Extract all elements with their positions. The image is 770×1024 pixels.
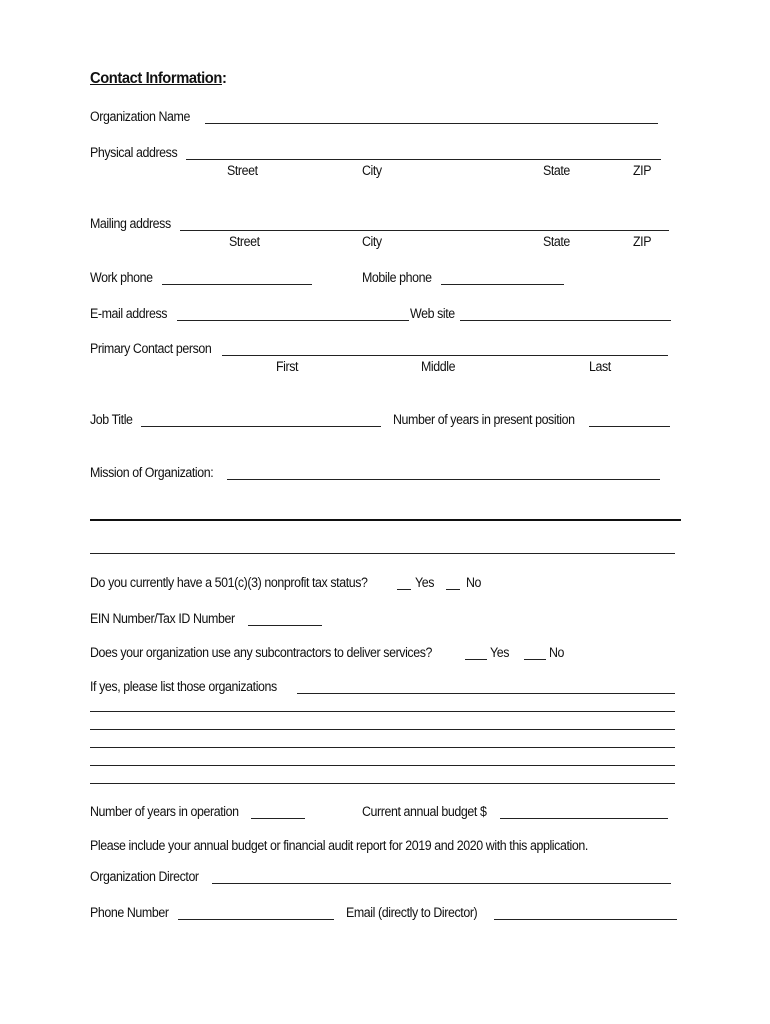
physical-city-caption: City (362, 163, 382, 178)
list-orgs-line[interactable] (90, 783, 675, 784)
mailing-address-field[interactable] (180, 230, 669, 231)
mission-label: Mission of Organization: (90, 465, 214, 480)
tax-status-no-label: No (466, 575, 482, 590)
subcontractors-no-label: No (549, 645, 565, 660)
mission-field-line-2[interactable] (90, 553, 675, 554)
physical-state-caption: State (543, 163, 570, 178)
physical-street-caption: Street (227, 163, 258, 178)
list-orgs-line[interactable] (90, 729, 675, 730)
director-label: Organization Director (90, 869, 199, 884)
mailing-state-caption: State (543, 234, 570, 249)
tax-status-yes-blank[interactable] (397, 589, 411, 590)
ein-label: EIN Number/Tax ID Number (90, 611, 235, 626)
contact-first-caption: First (276, 359, 299, 374)
physical-address-field[interactable] (186, 159, 661, 160)
email-label: E-mail address (90, 306, 168, 321)
director-email-label: Email (directly to Director) (346, 905, 478, 920)
primary-contact-field[interactable] (222, 355, 668, 356)
work-phone-field[interactable] (162, 284, 312, 285)
list-orgs-field[interactable] (297, 693, 675, 694)
mailing-address-label: Mailing address (90, 216, 171, 231)
section-divider (90, 519, 681, 521)
phone-number-label: Phone Number (90, 905, 169, 920)
physical-address-label: Physical address (90, 145, 178, 160)
mission-field[interactable] (227, 479, 660, 480)
phone-number-field[interactable] (178, 919, 334, 920)
org-name-field[interactable] (205, 123, 658, 124)
subcontractors-no-blank[interactable] (524, 659, 546, 660)
contact-last-caption: Last (589, 359, 611, 374)
director-field[interactable] (212, 883, 671, 884)
list-orgs-line[interactable] (90, 747, 675, 748)
subcontractors-yes-blank[interactable] (465, 659, 487, 660)
email-field[interactable] (177, 320, 409, 321)
work-phone-label: Work phone (90, 270, 153, 285)
website-field[interactable] (460, 320, 671, 321)
tax-status-question: Do you currently have a 501(c)(3) nonprofit tax status? (90, 575, 368, 590)
list-orgs-line[interactable] (90, 711, 675, 712)
job-title-label: Job Title (90, 412, 133, 427)
years-position-field[interactable] (589, 426, 670, 427)
director-email-field[interactable] (494, 919, 677, 920)
website-label: Web site (410, 306, 455, 321)
org-name-label: Organization Name (90, 109, 190, 124)
mobile-phone-field[interactable] (441, 284, 564, 285)
subcontractors-question: Does your organization use any subcontractors to deliver services? (90, 645, 433, 660)
mobile-phone-label: Mobile phone (362, 270, 432, 285)
budget-note: Please include your annual budget or financial audit report for 2019 and 2020 with this application. (90, 838, 588, 853)
mailing-zip-caption: ZIP (633, 234, 652, 249)
ein-field[interactable] (248, 625, 322, 626)
contact-middle-caption: Middle (421, 359, 456, 374)
form-title: Contact Information: (90, 70, 227, 87)
years-position-label: Number of years in present position (393, 412, 575, 427)
years-operation-field[interactable] (251, 818, 305, 819)
mailing-street-caption: Street (229, 234, 260, 249)
tax-status-yes-label: Yes (415, 575, 435, 590)
budget-label: Current annual budget $ (362, 804, 487, 819)
job-title-field[interactable] (141, 426, 381, 427)
list-orgs-label: If yes, please list those organizations (90, 679, 277, 694)
budget-field[interactable] (500, 818, 668, 819)
primary-contact-label: Primary Contact person (90, 341, 212, 356)
subcontractors-yes-label: Yes (490, 645, 510, 660)
mailing-city-caption: City (362, 234, 382, 249)
years-operation-label: Number of years in operation (90, 804, 239, 819)
physical-zip-caption: ZIP (633, 163, 652, 178)
list-orgs-line[interactable] (90, 765, 675, 766)
tax-status-no-blank[interactable] (446, 589, 460, 590)
